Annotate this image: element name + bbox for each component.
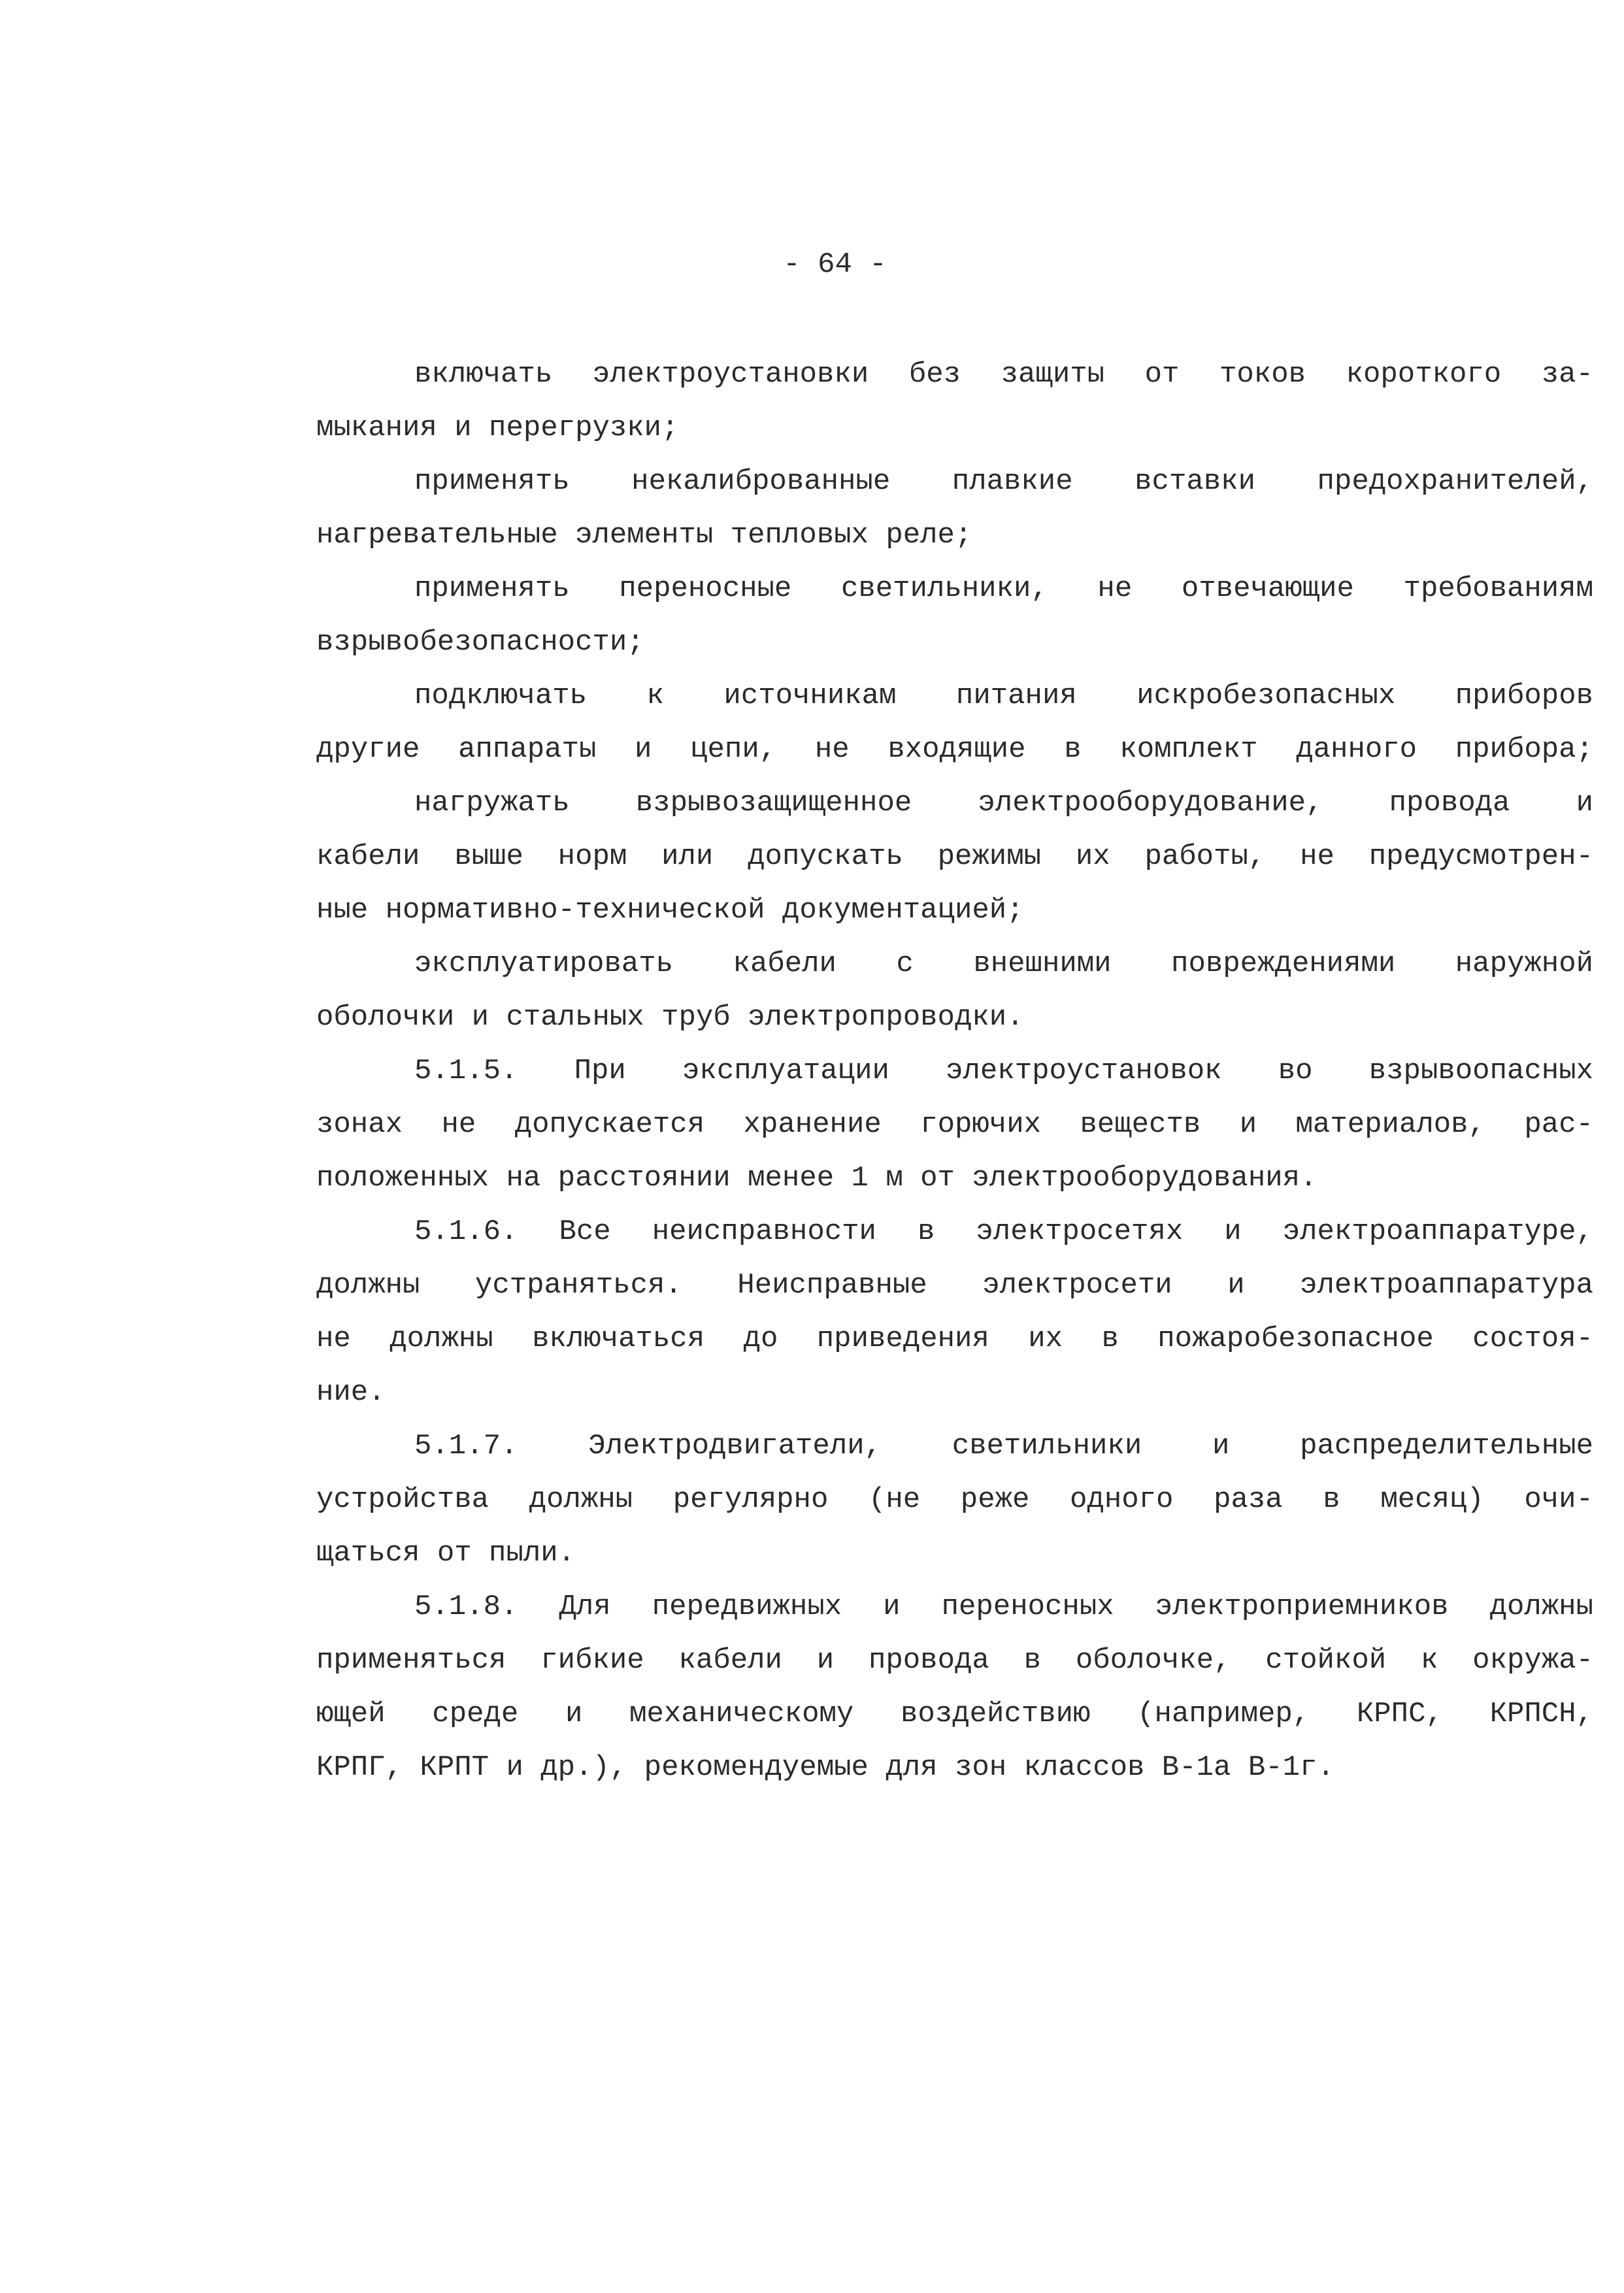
text-line: ние. <box>316 1376 386 1409</box>
text-line: оболочки и стальных труб электропроводки. <box>316 1001 1024 1034</box>
text-line: 5.1.7. Электродвигатели, светильники и распределительные <box>414 1430 1593 1462</box>
text-line: не должны включаться до приведения их в пожаробезопасное состоя- <box>316 1323 1593 1355</box>
text-line: применяться гибкие кабели и провода в оболочке, стойкой к окружа- <box>316 1644 1593 1677</box>
text-line: другие аппараты и цепи, не входящие в комплект данного прибора; <box>316 733 1593 766</box>
text-line: щаться от пыли. <box>316 1537 576 1570</box>
text-line: эксплуатировать кабели с внешними повреждениями наружной <box>414 948 1593 980</box>
text-line: 5.1.6. Все неисправности в электросетях и электроаппаратуре, <box>414 1215 1593 1248</box>
text-line: ющей среде и механическому воздействию (например, КРПС, КРПСН, <box>316 1698 1593 1730</box>
text-line: 5.1.8. Для передвижных и переносных электроприемников должны <box>414 1591 1593 1623</box>
page-number: - 64 - <box>783 248 887 281</box>
text-line: кабели выше норм или допускать режимы их работы, не предусмотрен- <box>316 840 1593 873</box>
text-line: устройства должны регулярно (не реже одного раза в месяц) очи- <box>316 1483 1593 1516</box>
text-line: подключать к источникам питания искробезопасных приборов <box>414 680 1593 712</box>
text-line: применять переносные светильники, не отвечающие требованиям <box>414 572 1593 605</box>
text-line: включать электроустановки без защиты от токов короткого за- <box>414 358 1593 391</box>
text-line: должны устраняться. Неисправные электросети и электроаппаратура <box>316 1269 1593 1302</box>
text-line: КРПГ, КРПТ и др.), рекомендуемые для зон классов В-1а В-1г. <box>316 1751 1334 1784</box>
text-line: зонах не допускается хранение горючих веществ и материалов, рас- <box>316 1108 1593 1141</box>
text-line: взрывобезопасности; <box>316 626 644 659</box>
text-line: ные нормативно-технической документацией; <box>316 894 1024 927</box>
text-line: нагревательные элементы тепловых реле; <box>316 519 972 552</box>
text-line: мыкания и перегрузки; <box>316 412 679 444</box>
text-line: положенных на расстоянии менее 1 м от электрооборудования. <box>316 1162 1317 1195</box>
text-line: 5.1.5. При эксплуатации электроустановок во взрывоопасных <box>414 1055 1593 1087</box>
text-line: нагружать взрывозащищенное электрооборудование, провода и <box>414 787 1593 819</box>
body-text <box>316 348 1593 1794</box>
text-line: применять некалиброванные плавкие вставки предохранителей, <box>414 465 1593 498</box>
